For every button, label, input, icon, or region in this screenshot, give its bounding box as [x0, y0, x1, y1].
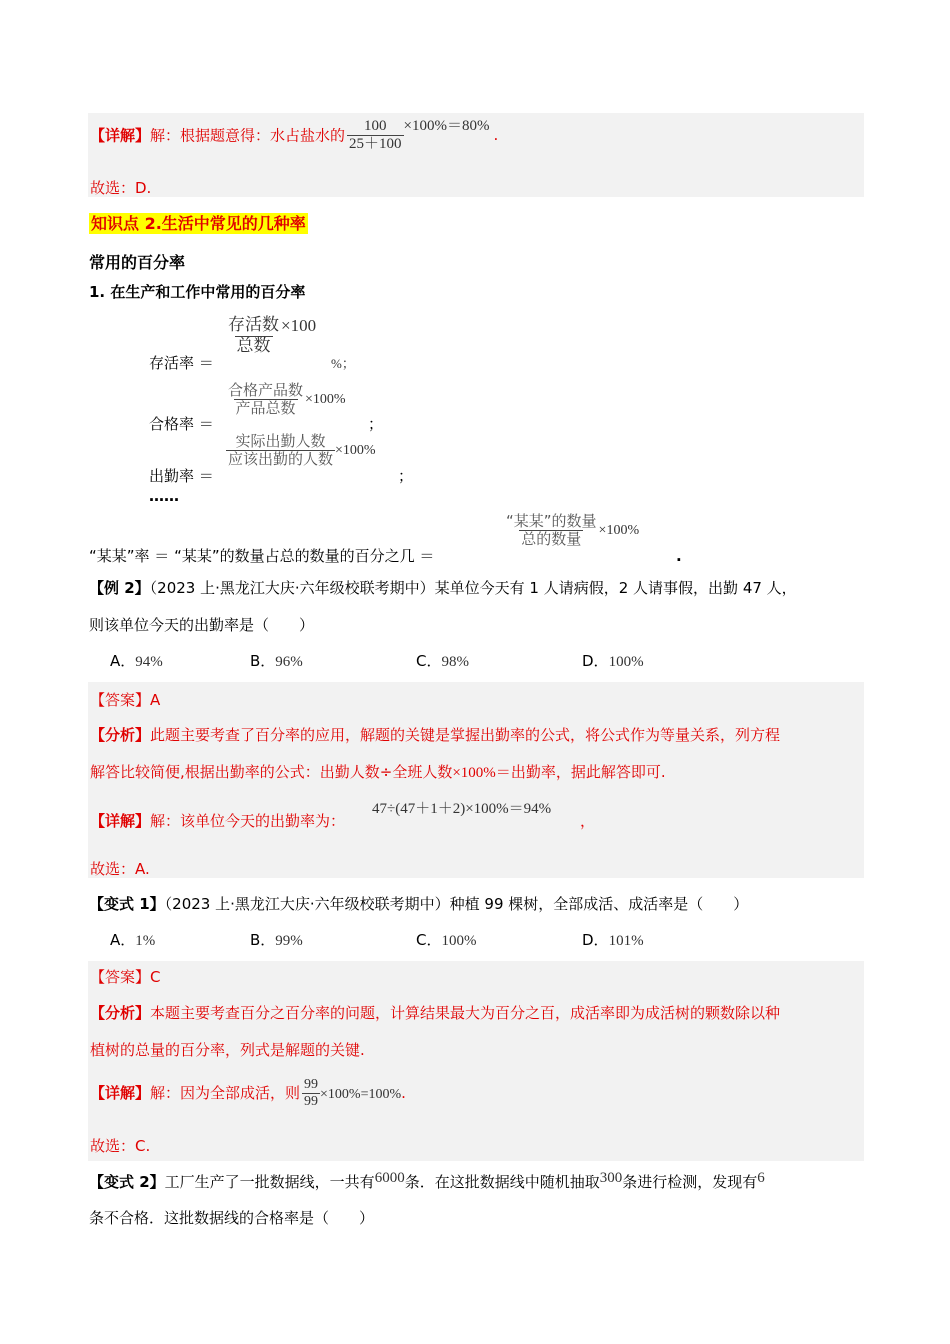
detail-line-1	[90, 118, 498, 154]
example-2-option-c[interactable]	[416, 650, 469, 671]
example-2-line-1	[89, 577, 797, 598]
variant-1-analysis-1	[90, 1002, 780, 1023]
variant-1-choice: 故选：C.	[90, 1137, 151, 1155]
example-2-detail-math: 47÷(47＋1＋2)×100%＝94%	[372, 801, 552, 817]
option-letter: B．	[250, 931, 276, 949]
example-2-detail-end: ，	[580, 812, 596, 830]
option-letter: C．	[416, 931, 442, 949]
formula-general-label: “某某”率 ＝ “某某”的数量占总的数量的百分之几 ＝	[89, 547, 435, 565]
fraction-numerator: 100	[364, 118, 387, 134]
example-2-choice: 故选：A.	[90, 860, 150, 878]
formula-pass-fraction	[226, 382, 305, 418]
formula-survival-fraction	[226, 316, 281, 356]
variant-2-line-2: 条不合格．这批数据线的合格率是（ ）	[89, 1209, 375, 1227]
solution-box-3	[88, 961, 864, 1161]
ellipsis: ……	[149, 487, 179, 505]
variant-2-text-c: 条进行检测，发现有	[622, 1173, 758, 1191]
variant-2-number-1: 6000	[374, 1170, 405, 1186]
option-letter: A．	[110, 652, 136, 670]
example-2-answer: 【答案】A	[90, 691, 161, 709]
fraction-tail: ×100%＝80%	[403, 118, 490, 135]
choice-line-1: 故选：D.	[90, 179, 152, 197]
variant-1-option-d[interactable]	[582, 929, 644, 950]
example-2-option-a[interactable]	[110, 650, 163, 671]
option-value: 94%	[135, 654, 163, 670]
option-value: 100%	[608, 654, 644, 670]
formula-general-denominator: 总的数量	[521, 530, 582, 549]
example-2-line-2: 则该单位今天的出勤率是（ ）	[89, 616, 315, 634]
option-letter: B．	[250, 652, 276, 670]
detail-label: 【详解】	[90, 126, 151, 145]
analysis-text-1: 本题主要考查百分之百分率的问题，计算结果最大为百分之百，成活率即为成活树的颗数除以种	[150, 1004, 781, 1022]
formula-pass-numerator: 合格产品数	[228, 381, 304, 399]
variant-1-analysis-2: 植树的总量的百分率，列式是解题的关键.	[90, 1041, 365, 1059]
formula-pass-tail: ×100%	[305, 391, 346, 407]
formula-survival-denominator: 总数	[236, 335, 271, 356]
variant-2-label: 【变式 2】	[89, 1173, 165, 1191]
fraction	[302, 1077, 320, 1110]
section-title	[89, 211, 308, 234]
variant-1-line	[89, 893, 748, 914]
analysis-text-2b: 出勤率，据此解答即可.	[510, 763, 666, 781]
formula-attendance	[226, 433, 376, 469]
variant-2-number-3: 6	[757, 1170, 765, 1186]
option-value: 101%	[608, 933, 644, 949]
fraction	[347, 118, 404, 154]
detail-text: 解：因为全部成活，则	[150, 1084, 301, 1103]
formula-general-fraction	[504, 513, 599, 549]
analysis-math: ×100%＝	[452, 765, 511, 781]
formula-general-end: .	[676, 547, 682, 565]
formula-general-numerator: “某某”的数量	[506, 512, 597, 530]
variant-1-option-c[interactable]	[416, 929, 476, 950]
option-letter: D．	[582, 652, 609, 670]
example-2-detail	[90, 810, 345, 831]
option-letter: C．	[416, 652, 442, 670]
analysis-text-2a: 解答比较简便,根据出勤率的公式：出勤人数÷全班人数	[90, 763, 453, 781]
formula-pass-end: ；	[368, 415, 384, 433]
formula-survival	[226, 316, 316, 356]
formula-attendance-label: 出勤率 ＝	[149, 467, 214, 485]
variant-1-answer: 【答案】C	[90, 968, 161, 986]
fraction-numerator: 99	[304, 1077, 319, 1092]
variant-2-line-1	[89, 1171, 765, 1192]
formula-attendance-end: ；	[398, 467, 414, 485]
item-1-heading: 1. 在生产和工作中常用的百分率	[89, 283, 306, 301]
variant-1-option-a[interactable]	[110, 929, 155, 950]
option-value: 98%	[441, 654, 469, 670]
variant-2-number-2: 300	[599, 1170, 623, 1186]
analysis-label: 【分析】	[90, 1004, 151, 1022]
detail-end: .	[493, 126, 499, 145]
detail-label: 【详解】	[90, 1084, 151, 1103]
fraction-tail: ×100%=100%	[320, 1087, 402, 1103]
section-subtitle: 常用的百分率	[89, 253, 186, 272]
formula-survival-tail: ×100	[281, 316, 317, 336]
variant-1-detail	[90, 1077, 406, 1110]
example-2-analysis-2	[90, 761, 666, 782]
detail-end: .	[401, 1084, 406, 1103]
option-value: 96%	[275, 654, 303, 670]
detail-text: 解：该单位今天的出勤率为：	[150, 812, 346, 830]
detail-text: 解：根据题意得：水占盐水的	[150, 126, 346, 145]
analysis-label: 【分析】	[90, 726, 151, 744]
formula-pass-label: 合格率 ＝	[149, 415, 214, 433]
option-value: 1%	[135, 933, 156, 949]
formula-attendance-denominator: 应该出勤的人数	[228, 450, 334, 469]
formula-general-tail: ×100%	[598, 522, 640, 538]
example-2-analysis-1	[90, 724, 780, 745]
example-2-text-1: （2023 上·黑龙江大庆·六年级校联考期中）某单位今天有 1 人请病假，2 人请事假，出勤 47 人，	[149, 579, 797, 597]
detail-label: 【详解】	[90, 812, 151, 830]
option-value: 100%	[441, 933, 477, 949]
example-2-option-d[interactable]	[582, 650, 644, 671]
formula-attendance-numerator: 实际出勤人数	[235, 432, 326, 450]
formula-pass-denominator: 产品总数	[235, 399, 296, 418]
fraction-denominator: 99	[304, 1094, 319, 1110]
formula-attendance-fraction	[226, 433, 335, 469]
variant-1-label: 【变式 1】	[89, 895, 165, 913]
fraction-denominator: 25＋100	[349, 136, 402, 153]
formula-survival-end: %；	[331, 356, 355, 371]
option-letter: D．	[582, 931, 609, 949]
formula-attendance-tail: ×100%	[335, 442, 376, 458]
section-title-text: 知识点 2.生活中常见的几种率	[91, 214, 306, 233]
option-letter: A．	[110, 931, 136, 949]
analysis-text-1: 此题主要考查了百分率的应用，解题的关键是掌握出勤率的公式，将公式作为等量关系，列方程	[150, 726, 781, 744]
variant-2-text-a: 工厂生产了一批数据线，一共有	[164, 1173, 375, 1191]
formula-pass	[226, 382, 346, 418]
formula-general	[504, 513, 639, 549]
variant-1-option-b[interactable]	[250, 929, 303, 950]
option-value: 99%	[275, 933, 303, 949]
formula-survival-label: 存活率 ＝	[149, 354, 214, 372]
example-2-option-b[interactable]	[250, 650, 303, 671]
variant-2-text-b: 条．在这批数据线中随机抽取	[404, 1173, 600, 1191]
variant-1-text: （2023 上·黑龙江大庆·六年级校联考期中）种植 99 棵树，全部成活、成活率是（ ）	[164, 895, 749, 913]
formula-survival-numerator: 存活数	[228, 315, 279, 335]
example-2-label: 【例 2】	[89, 579, 150, 597]
